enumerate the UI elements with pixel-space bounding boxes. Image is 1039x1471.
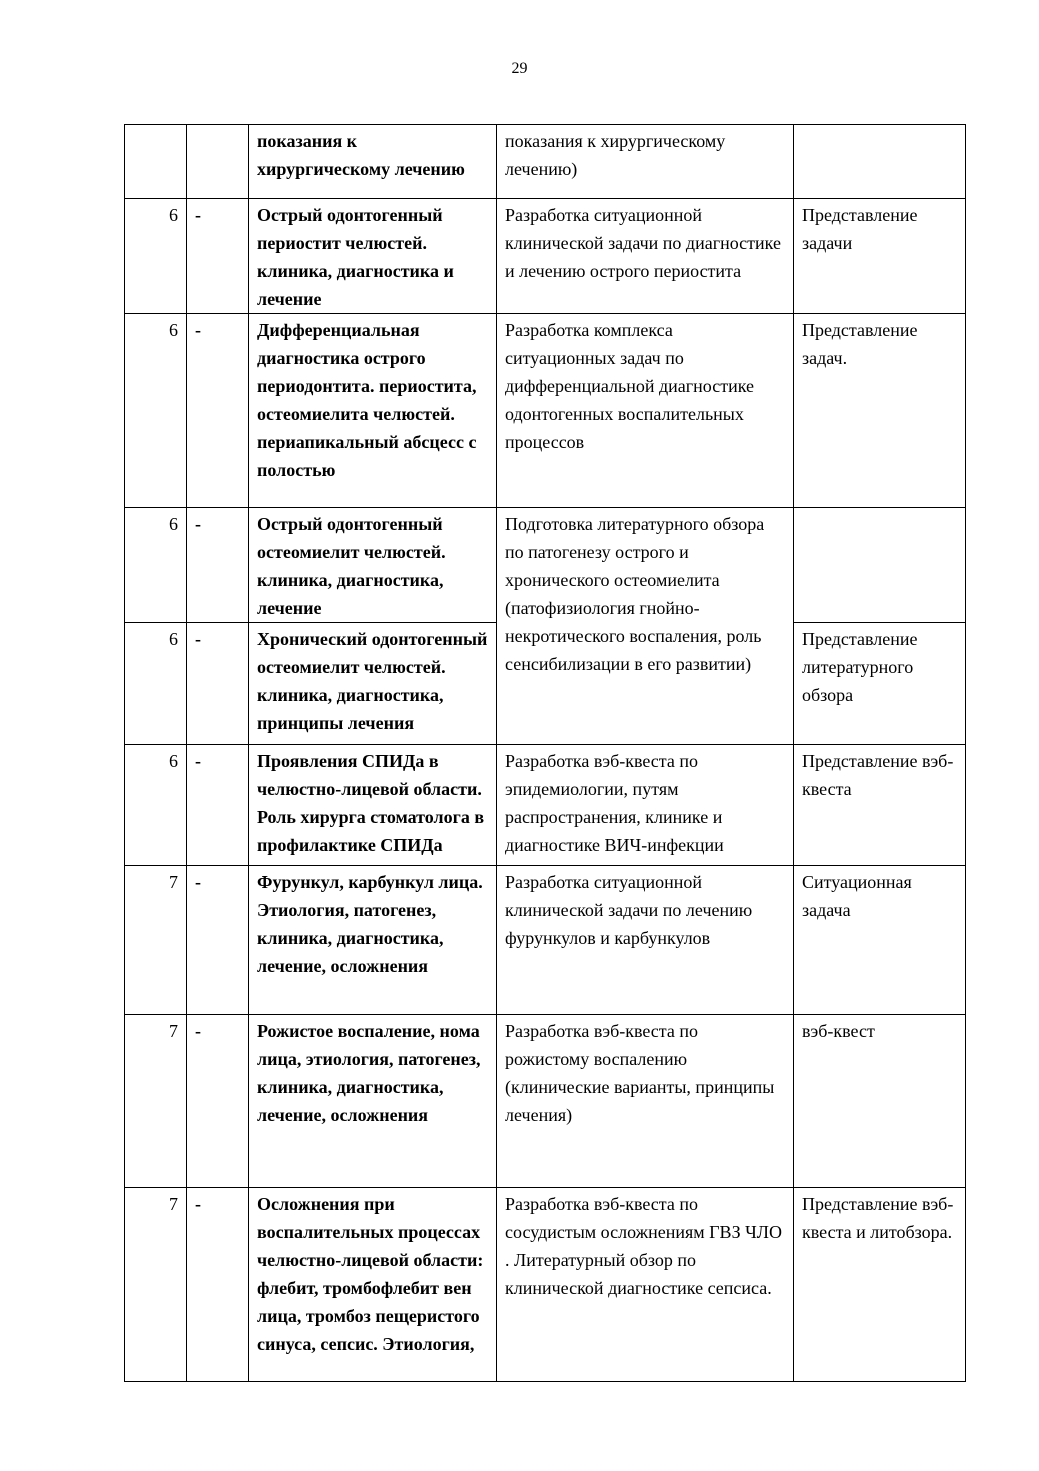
table-row [125, 866, 966, 1015]
table-row [125, 314, 966, 508]
table-row [125, 1188, 966, 1382]
hours-cell: 7 [125, 866, 187, 1015]
topic-cell: Дифференциальная диагностика острого периодонтита. периостита, остеомиелита челюстей. периапикальный абсцесс с полостью [249, 314, 497, 508]
form-cell: Представление вэб-квеста и литобзора. [794, 1188, 966, 1382]
work-cell: Разработка ситуационной клинической задачи по лечению фурункулов и карбункулов [497, 866, 794, 1015]
table-row [125, 199, 966, 314]
dash-cell: - [187, 866, 249, 1015]
form-cell: Представление литературного обзора [794, 623, 966, 745]
dash-cell: - [187, 1015, 249, 1188]
work-cell: Разработка вэб-квеста по эпидемиологии, путям распространения, клинике и диагностике ВИЧ-инфекции [497, 745, 794, 866]
dash-cell: - [187, 1188, 249, 1382]
hours-cell: 6 [125, 314, 187, 508]
topic-cell: Осложнения при воспалительных процессах челюстно-лицевой области: флебит, тромбофлебит вен лица, тромбоз пещеристого синуса, сепсис. Этиология, [249, 1188, 497, 1382]
work-cell: Разработка комплекса ситуационных задач по дифференциальной диагностике одонтогенных воспалительных процессов [497, 314, 794, 508]
work-cell: Разработка ситуационной клинической задачи по диагностике и лечению острого периостита [497, 199, 794, 314]
form-cell [794, 508, 966, 623]
work-cell: показания к хирургическому лечению) [497, 125, 794, 199]
form-cell: вэб-квест [794, 1015, 966, 1188]
form-cell: Представление вэб-квеста [794, 745, 966, 866]
dash-cell: - [187, 623, 249, 745]
topic-cell: Фурункул, карбункул лица. Этиология, патогенез, клиника, диагностика, лечение, осложнения [249, 866, 497, 1015]
dash-cell: - [187, 199, 249, 314]
work-cell: Разработка вэб-квеста по рожистому воспалению (клинические варианты, принципы лечения) [497, 1015, 794, 1188]
topic-cell: Острый одонтогенный периостит челюстей. клиника, диагностика и лечение [249, 199, 497, 314]
topic-cell: Острый одонтогенный остеомиелит челюстей. клиника, диагностика, лечение [249, 508, 497, 623]
hours-cell: 7 [125, 1188, 187, 1382]
hours-cell: 7 [125, 1015, 187, 1188]
form-cell [794, 125, 966, 199]
hours-cell: 6 [125, 623, 187, 745]
hours-cell [125, 125, 187, 199]
form-cell: Представление задач. [794, 314, 966, 508]
table-row [125, 125, 966, 199]
table-row [125, 1015, 966, 1188]
dash-cell: - [187, 745, 249, 866]
hours-cell: 6 [125, 508, 187, 623]
table-row [125, 508, 966, 623]
topic-cell: Хронический одонтогенный остеомиелит челюстей. клиника, диагностика, принципы лечения [249, 623, 497, 745]
dash-cell [187, 125, 249, 199]
hours-cell: 6 [125, 745, 187, 866]
study-plan-table [124, 124, 966, 1382]
table-row [125, 745, 966, 866]
work-cell: Разработка вэб-квеста по сосудистым осложнениям ГВЗ ЧЛО . Литературный обзор по клинической диагностике сепсиса. [497, 1188, 794, 1382]
hours-cell: 6 [125, 199, 187, 314]
form-cell: Ситуационная задача [794, 866, 966, 1015]
topic-cell: показания к хирургическому лечению [249, 125, 497, 199]
form-cell: Представление задачи [794, 199, 966, 314]
topic-cell: Проявления СПИДа в челюстно-лицевой области. Роль хирурга стоматолога в профилактике СПИДа [249, 745, 497, 866]
topic-cell: Рожистое воспаление, нома лица, этиология, патогенез, клиника, диагностика, лечение, осложнения [249, 1015, 497, 1188]
page-number: 29 [511, 60, 528, 77]
dash-cell: - [187, 508, 249, 623]
work-cell: Подготовка литературного обзора по патогенезу острого и хронического остеомиелита (патофизиология гнойно-некротического воспаления, роль сенсибилизации в его развитии) [497, 508, 794, 745]
dash-cell: - [187, 314, 249, 508]
